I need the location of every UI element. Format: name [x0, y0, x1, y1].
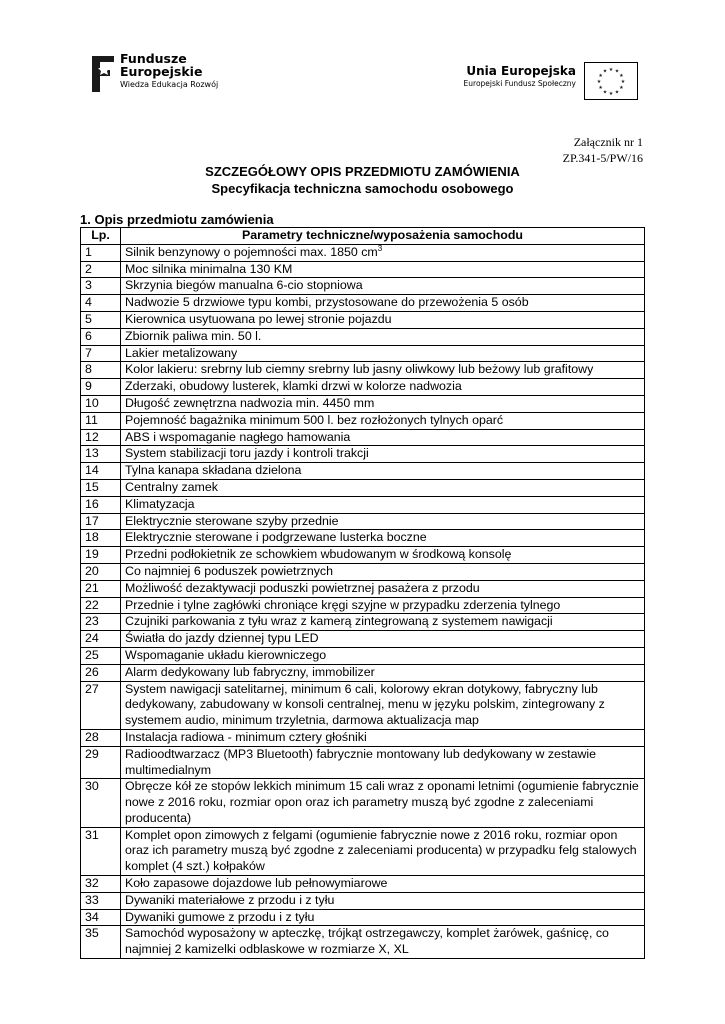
row-parameter [121, 244, 645, 261]
row-parameter-text: Przedni podłokietnik ze schowkiem wbudowanym w środkową konsolę [125, 547, 512, 562]
svg-text:★: ★ [614, 68, 620, 75]
row-parameter-text: Lakier metalizowany [125, 345, 238, 360]
row-parameter-text: Czujniki parkowania z tyłu wraz z kamerą zintegrowaną z systemem nawigacji [125, 614, 553, 629]
row-parameter [121, 681, 645, 729]
document-subtitle: Specyfikacja techniczna samochodu osobowego [211, 181, 514, 196]
row-parameter-text: Komplet opon zimowych z felgami (ogumienie fabrycznie nowe z 2016 roku, rozmiar opon oraz ich parametry muszą być zgodne z zaleceniami producenta) w przypadku felg stalowych komplet (4 szt.) kołpaków [125, 827, 637, 874]
ue-logo-title: Unia Europejska [466, 64, 576, 78]
row-parameter-text: Możliwość dezaktywacji poduszki powietrznej pasażera z przodu [125, 580, 480, 595]
row-parameter [121, 479, 645, 496]
table-row [81, 496, 645, 513]
row-parameter-text: System nawigacji satelitarnej, minimum 6 cali, kolorowy ekran dotykowy, fabryczny lub dedykowany, zabudowany w konsoli centralnej, menu w języku polskim, zintegrowany z systemem audio, minimum trzyletnia, darmowa aktualizacja map [125, 681, 605, 728]
row-parameter-text: Nadwozie 5 drzwiowe typu kombi, przystosowane do przewożenia 5 osób [125, 295, 529, 310]
fundusze-europejskie-logo [88, 52, 248, 102]
row-parameter [121, 580, 645, 597]
table-row [81, 779, 645, 827]
row-parameter-text: Centralny zamek [125, 479, 218, 494]
row-parameter-text: Elektrycznie sterowane szyby przednie [125, 513, 339, 528]
row-parameter [121, 729, 645, 746]
row-parameter [121, 496, 645, 513]
svg-text:★: ★ [620, 79, 626, 85]
row-parameter-text: Kolor lakieru: srebrny lub ciemny srebrny lub jasny oliwkowy lub beżowy lub grafitowy [125, 362, 594, 377]
row-number: 16 [81, 496, 121, 513]
row-parameter-text: Moc silnika minimalna 130 KM [125, 261, 293, 276]
row-parameter-text: Skrzynia biegów manualna 6-cio stopniowa [125, 278, 363, 293]
table-row [81, 278, 645, 295]
svg-text:★: ★ [596, 79, 602, 85]
row-number: 13 [81, 446, 121, 463]
row-number: 33 [81, 892, 121, 909]
table-row [81, 328, 645, 345]
table-body [81, 244, 645, 958]
row-parameter [121, 547, 645, 564]
column-header-lp: Lp. [81, 228, 121, 245]
row-parameter-text: Dywaniki materiałowe z przodu i z tyłu [125, 892, 335, 907]
row-parameter [121, 597, 645, 614]
row-number: 12 [81, 429, 121, 446]
eu-flag-icon [584, 62, 638, 100]
row-parameter [121, 278, 645, 295]
table-row [81, 827, 645, 875]
row-parameter [121, 631, 645, 648]
svg-text:★: ★ [608, 91, 614, 97]
row-number: 21 [81, 580, 121, 597]
table-row [81, 614, 645, 631]
row-parameter-text: Dywaniki gumowe z przodu i z tyłu [125, 909, 315, 924]
unia-europejska-logo [458, 62, 638, 102]
table-row [81, 513, 645, 530]
row-parameter-text: Zbiornik paliwa min. 50 l. [125, 328, 262, 343]
row-parameter [121, 909, 645, 926]
attachment-reference [563, 134, 643, 166]
row-parameter [121, 664, 645, 681]
row-number: 29 [81, 746, 121, 779]
table-row [81, 664, 645, 681]
table-row [81, 729, 645, 746]
row-parameter-text: Wspomaganie układu kierowniczego [125, 647, 327, 662]
row-parameter-text: Koło zapasowe dojazdowe lub pełnowymiarowe [125, 876, 388, 891]
row-parameter [121, 446, 645, 463]
table-row [81, 892, 645, 909]
row-parameter [121, 513, 645, 530]
row-parameter [121, 876, 645, 893]
table-row [81, 345, 645, 362]
row-parameter [121, 647, 645, 664]
table-row [81, 244, 645, 261]
eu-funds-star-icon [88, 54, 116, 94]
row-number: 35 [81, 926, 121, 959]
specification-table [80, 227, 645, 959]
svg-text:★: ★ [619, 73, 624, 79]
row-number: 31 [81, 827, 121, 875]
row-number: 19 [81, 547, 121, 564]
svg-text:★: ★ [619, 85, 624, 91]
table-row [81, 395, 645, 412]
row-number: 14 [81, 463, 121, 480]
attachment-number: Załącznik nr 1 [573, 135, 643, 149]
row-number: 10 [81, 395, 121, 412]
row-parameter [121, 412, 645, 429]
row-parameter-text: Kierownica usytuowana po lewej stronie pojazdu [125, 311, 392, 326]
row-parameter [121, 926, 645, 959]
row-parameter-text: Alarm dedykowany lub fabryczny, immobilizer [125, 664, 375, 679]
row-number: 15 [81, 479, 121, 496]
row-parameter-text: System stabilizacji toru jazdy i kontroli trakcji [125, 446, 369, 461]
table-row [81, 412, 645, 429]
table-row [81, 563, 645, 580]
document-title: SZCZEGÓŁOWY OPIS PRZEDMIOTU ZAMÓWIENIA [205, 164, 520, 179]
row-number: 17 [81, 513, 121, 530]
row-parameter [121, 311, 645, 328]
svg-text:★: ★ [608, 67, 614, 73]
case-number: ZP.341-5/PW/16 [562, 151, 643, 165]
row-parameter-text: Radioodtwarzacz (MP3 Bluetooth) fabrycznie montowany lub dedykowany w zestawie multimedialnym [125, 746, 597, 777]
fe-logo-line1: Fundusze [120, 51, 187, 66]
row-number: 23 [81, 614, 121, 631]
table-row [81, 261, 645, 278]
row-parameter-text: Obręcze kół ze stopów lekkich minimum 15 cali wraz z oponami letnimi (ogumienie fabrycznie nowe z 2016 roku, rozmiar opon oraz ich parametry muszą być zgodne z zaleceniami producenta) [125, 779, 639, 825]
table-row [81, 429, 645, 446]
row-parameter [121, 779, 645, 827]
table-row [81, 580, 645, 597]
row-parameter [121, 328, 645, 345]
table-row [81, 909, 645, 926]
table-row [81, 876, 645, 893]
row-number: 6 [81, 328, 121, 345]
row-number: 1 [81, 244, 121, 261]
row-parameter-text: Co najmniej 6 poduszek powietrznych [125, 563, 333, 578]
row-parameter [121, 892, 645, 909]
row-number: 34 [81, 909, 121, 926]
row-number: 4 [81, 295, 121, 312]
row-parameter [121, 614, 645, 631]
row-parameter [121, 463, 645, 480]
row-number: 2 [81, 261, 121, 278]
ue-logo-subtitle: Europejski Fundusz Społeczny [463, 79, 576, 88]
row-parameter-text: Pojemność bagażnika minimum 500 l. bez rozłożonych tylnych oparć [125, 412, 504, 427]
row-parameter-text: Długość zewnętrzna nadwozia min. 4450 mm [125, 395, 375, 410]
row-number: 27 [81, 681, 121, 729]
table-row [81, 530, 645, 547]
row-number: 8 [81, 362, 121, 379]
table-row [81, 362, 645, 379]
row-parameter [121, 379, 645, 396]
row-parameter [121, 827, 645, 875]
table-row [81, 631, 645, 648]
row-number: 11 [81, 412, 121, 429]
row-parameter [121, 362, 645, 379]
row-parameter-text: Tylna kanapa składana dzielona [125, 463, 302, 478]
row-parameter-text: Samochód wyposażony w apteczkę, trójkąt ostrzegawczy, komplet żarówek, gaśnicę, co najmniej 2 kamizelki odblaskowe w rozmiarze X, XL [125, 926, 609, 957]
row-parameter [121, 563, 645, 580]
row-number: 18 [81, 530, 121, 547]
table-row [81, 547, 645, 564]
row-number: 26 [81, 664, 121, 681]
table-row [81, 597, 645, 614]
row-number: 25 [81, 647, 121, 664]
row-number: 3 [81, 278, 121, 295]
row-parameter [121, 395, 645, 412]
row-number: 20 [81, 563, 121, 580]
svg-text:★: ★ [614, 89, 620, 96]
table-header-row [81, 228, 645, 245]
table-row [81, 647, 645, 664]
row-parameter-text: Elektrycznie sterowane i podgrzewane lusterka boczne [125, 530, 427, 545]
row-number: 30 [81, 779, 121, 827]
table-row [81, 479, 645, 496]
row-number: 7 [81, 345, 121, 362]
row-number: 22 [81, 597, 121, 614]
row-parameter-text: Przednie i tylne zagłówki chroniące kręgi szyjne w przypadku zderzenia tylnego [125, 597, 561, 612]
row-parameter-text: Światła do jazdy dziennej typu LED [125, 631, 319, 646]
row-parameter [121, 530, 645, 547]
fe-logo-line2: Europejskie [120, 64, 203, 79]
row-parameter [121, 295, 645, 312]
table-row [81, 926, 645, 959]
svg-text:★: ★ [602, 68, 608, 75]
row-parameter [121, 746, 645, 779]
section-heading: 1. Opis przedmiotu zamówienia [80, 212, 274, 227]
table-row [81, 463, 645, 480]
row-parameter-text: Silnik benzynowy o pojemności max. 1850 cm [125, 244, 378, 259]
table-row [81, 295, 645, 312]
row-parameter [121, 345, 645, 362]
table-row [81, 379, 645, 396]
column-header-parameters: Parametry techniczne/wyposażenia samochodu [121, 228, 645, 245]
table-row [81, 311, 645, 328]
row-number: 5 [81, 311, 121, 328]
row-parameter-text: Klimatyzacja [125, 496, 195, 511]
row-parameter-superscript: 3 [377, 243, 383, 253]
row-parameter [121, 429, 645, 446]
fe-logo-line3: Wiedza Edukacja Rozwój [120, 80, 219, 89]
row-number: 28 [81, 729, 121, 746]
row-parameter [121, 261, 645, 278]
svg-text:★: ★ [598, 73, 603, 79]
table-row [81, 681, 645, 729]
table-row [81, 446, 645, 463]
svg-text:★: ★ [602, 89, 608, 96]
row-number: 32 [81, 876, 121, 893]
row-number: 9 [81, 379, 121, 396]
table-row [81, 746, 645, 779]
row-number: 24 [81, 631, 121, 648]
row-parameter-text: Instalacja radiowa - minimum cztery głośniki [125, 729, 367, 744]
svg-text:★: ★ [598, 85, 603, 91]
row-parameter-text: Zderzaki, obudowy lusterek, klamki drzwi w kolorze nadwozia [125, 379, 462, 394]
row-parameter-text: ABS i wspomaganie nagłego hamowania [125, 429, 351, 444]
